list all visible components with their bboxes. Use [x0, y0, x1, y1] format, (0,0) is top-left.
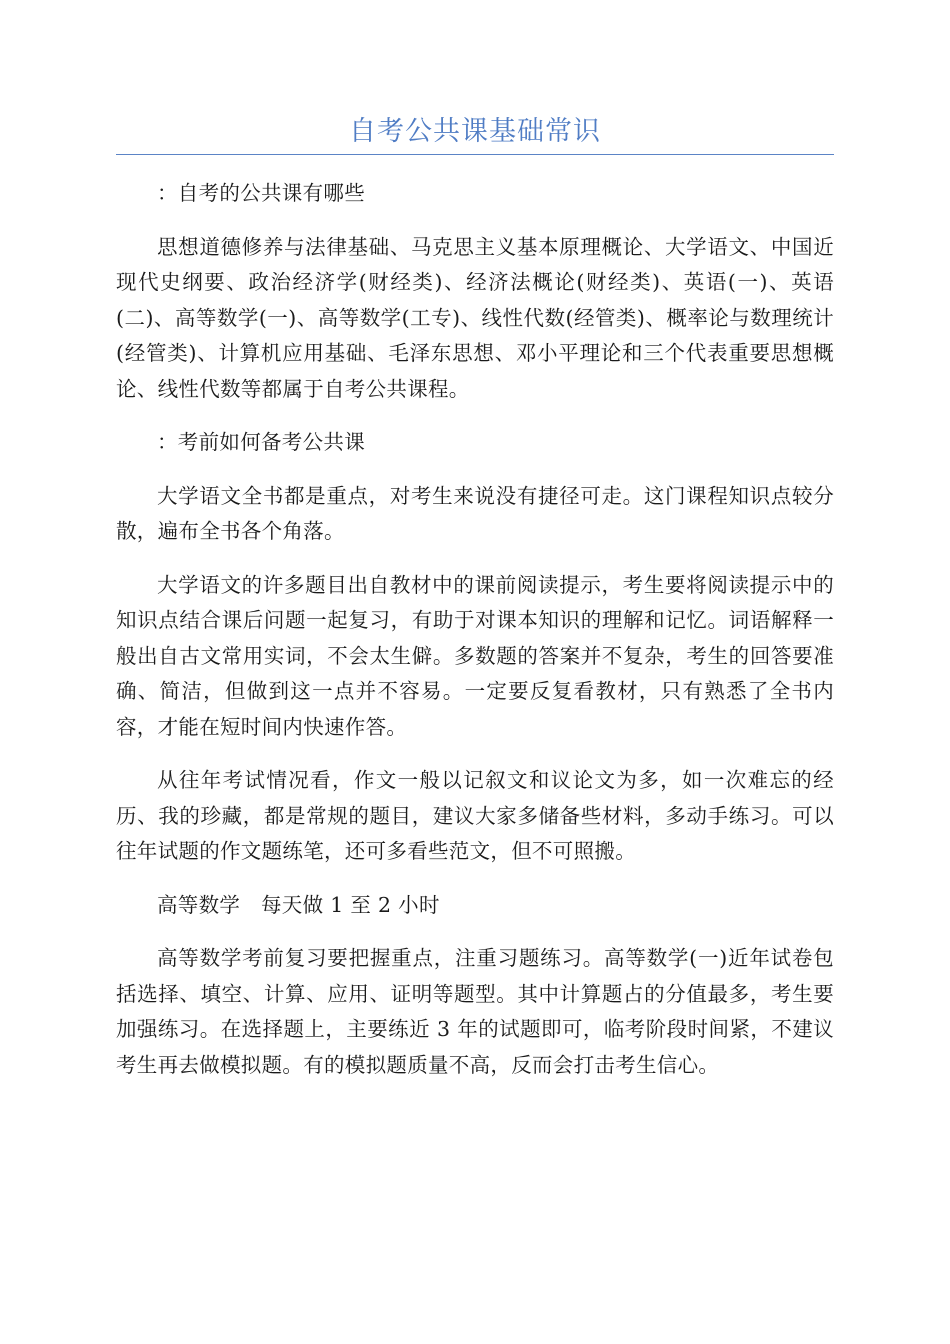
section-heading-advanced-math: 高等数学 每天做 1 至 2 小时	[157, 892, 440, 917]
paragraph-chinese-overview: 大学语文全书都是重点，对考生来说没有捷径可走。这门课程知识点较分散，遍布全书各个角落。	[116, 483, 834, 543]
document-title: 自考公共课基础常识	[349, 116, 601, 147]
document-body	[116, 176, 834, 1101]
paragraph-advanced-math: 高等数学考前复习要把握重点，注重习题练习。高等数学(一)近年试卷包括选择、填空、计算、应用、证明等题型。其中计算题占的分值最多，考生要加强练习。在选择题上，主要练近 3 年的试题即可，临考阶段时间紧，不建议考生再去做模拟题。有的模拟题质量不高，反而会打击考生信心。	[116, 946, 834, 1077]
paragraph-chinese-essay: 从往年考试情况看，作文一般以记叙文和议论文为多，如一次难忘的经历、我的珍藏，都是常规的题目，建议大家多储备些材料，多动手练习。可以往年试题的作文题练笔，还可多看些范文，但不可照搬。	[116, 768, 834, 863]
paragraph-course-list: 思想道德修养与法律基础、马克思主义基本原理概论、大学语文、中国近现代史纲要、政治经济学(财经类)、经济法概论(财经类)、英语(一)、英语(二)、高等数学(一)、高等数学(工专)、线性代数(经管类)、概率论与数理统计(经管类)、计算机应用基础、毛泽东思想、邓小平理论和三个代表重要思想概论、线性代数等都属于自考公共课程。	[116, 234, 834, 401]
title-underline	[116, 154, 834, 155]
paragraph-chinese-reading: 大学语文的许多题目出自教材中的课前阅读提示，考生要将阅读提示中的知识点结合课后问题一起复习，有助于对课本知识的理解和记忆。词语解释一般出自古文常用实词，不会太生僻。多数题的答案并不复杂，考生的回答要准确、简洁，但做到这一点并不容易。一定要反复看教材，只有熟悉了全书内容，才能在短时间内快速作答。	[116, 572, 834, 739]
section-heading-exam-prep: ：考前如何备考公共课	[157, 430, 365, 454]
section-heading-public-courses: ：自考的公共课有哪些	[157, 181, 365, 205]
